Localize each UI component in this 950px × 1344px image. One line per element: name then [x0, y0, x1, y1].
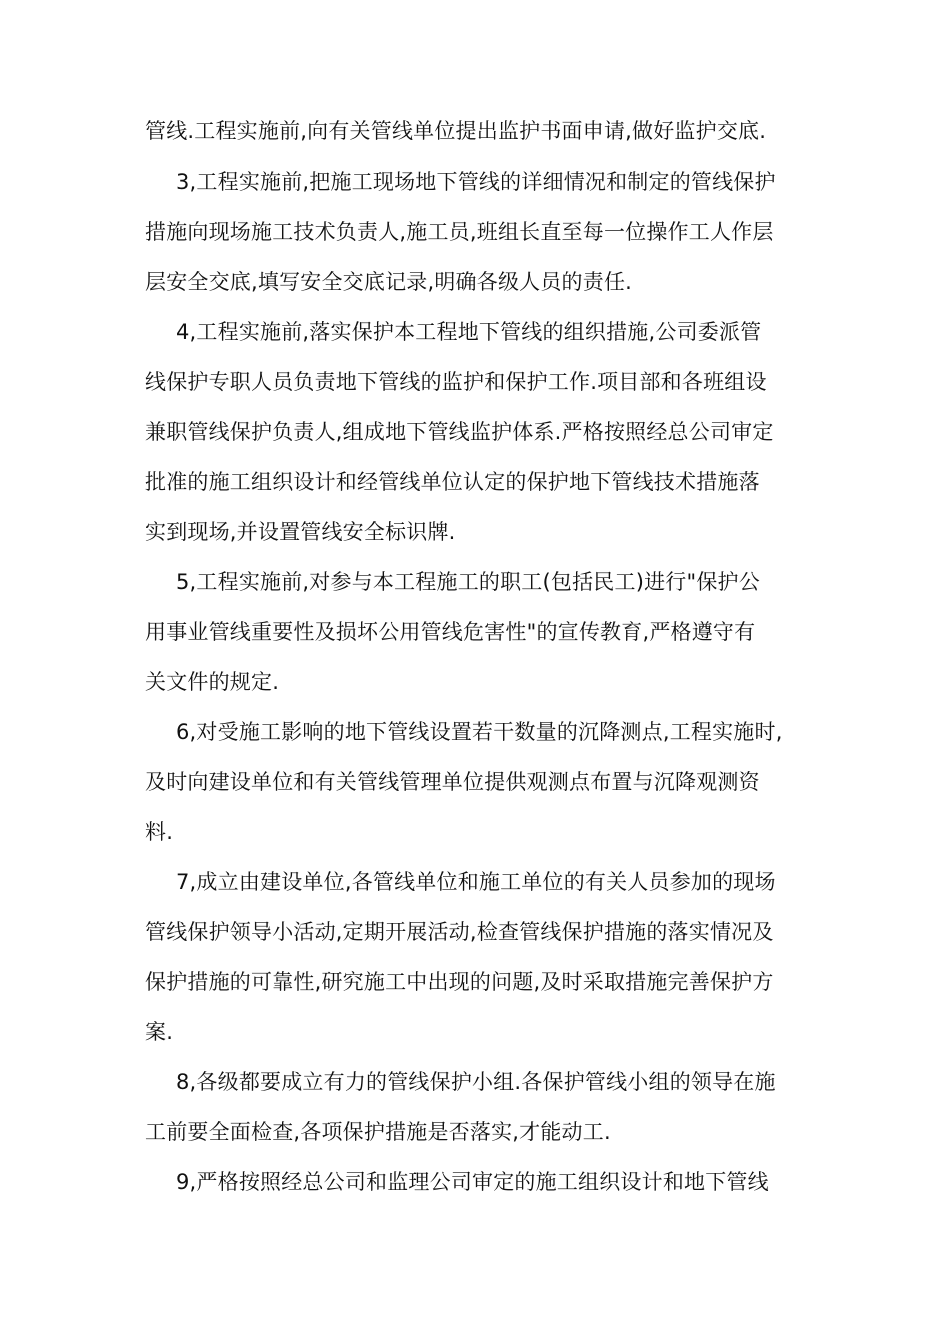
text-line: 线保护专职人员负责地下管线的监护和保护工作.项目部和各班组设	[145, 370, 767, 394]
text-line: 实到现场,并设置管线安全标识牌.	[145, 520, 456, 544]
text-line: 层安全交底,填写安全交底记录,明确各级人员的责任.	[145, 270, 633, 294]
text-line: 保护措施的可靠性,研究施工中出现的问题,及时采取措施完善保护方	[145, 970, 774, 994]
text-line: 关文件的规定.	[145, 670, 280, 694]
paragraph-4-start: 4,工程实施前,落实保护本工程地下管线的组织措施,公司委派管	[176, 320, 762, 344]
paragraph-6-start: 6,对受施工影响的地下管线设置若干数量的沉降测点,工程实施时,	[176, 720, 783, 744]
text-line: 及时向建设单位和有关管线管理单位提供观测点布置与沉降观测资	[145, 770, 760, 794]
text-line: 管线保护领导小活动,定期开展活动,检查管线保护措施的落实情况及	[145, 920, 774, 944]
paragraph-3-start: 3,工程实施前,把施工现场地下管线的详细情况和制定的管线保护	[176, 170, 776, 194]
text-line: 料.	[145, 820, 174, 844]
text-line: 兼职管线保护负责人,组成地下管线监护体系.严格按照经总公司审定	[145, 420, 774, 444]
text-line: 批准的施工组织设计和经管线单位认定的保护地下管线技术措施落	[145, 470, 760, 494]
paragraph-9-start: 9,严格按照经总公司和监理公司审定的施工组织设计和地下管线	[176, 1170, 769, 1194]
text-line: 工前要全面检查,各项保护措施是否落实,才能动工.	[145, 1120, 611, 1144]
text-line: 用事业管线重要性及损坏公用管线危害性"的宣传教育,严格遵守有	[145, 620, 756, 644]
text-line: 案.	[145, 1020, 174, 1044]
text-line: 管线.工程实施前,向有关管线单位提出监护书面申请,做好监护交底.	[145, 119, 767, 143]
paragraph-8-start: 8,各级都要成立有力的管线保护小组.各保护管线小组的领导在施	[176, 1070, 776, 1094]
paragraph-7-start: 7,成立由建设单位,各管线单位和施工单位的有关人员参加的现场	[176, 870, 776, 894]
text-line: 措施向现场施工技术负责人,施工员,班组长直至每一位操作工人作层	[145, 220, 774, 244]
paragraph-5-start: 5,工程实施前,对参与本工程施工的职工(包括民工)进行"保护公	[176, 570, 760, 594]
